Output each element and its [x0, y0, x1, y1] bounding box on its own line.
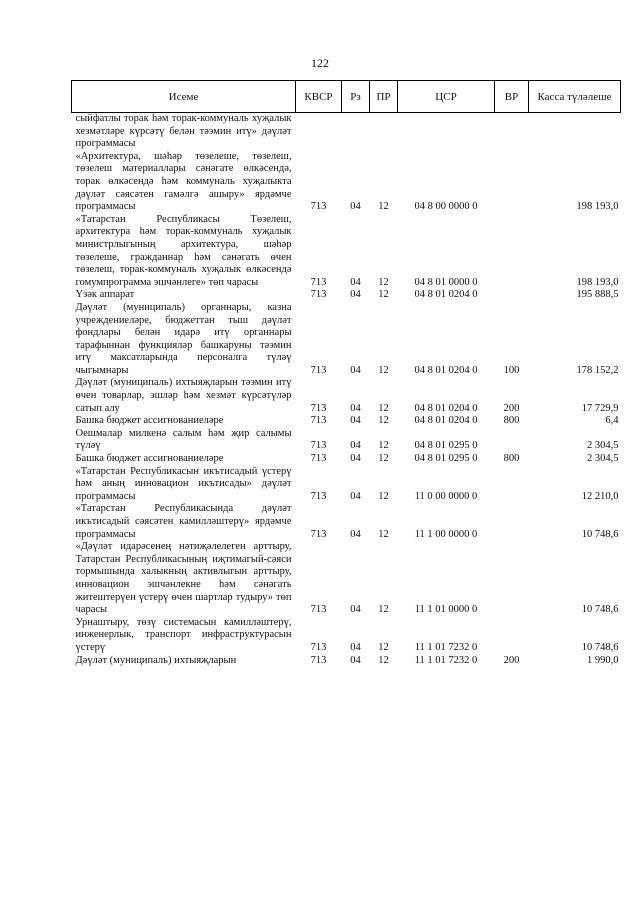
table-row — [72, 113, 621, 151]
row-kvsr: 713 — [310, 276, 327, 288]
row-pr: 12 — [378, 364, 389, 376]
row-rz: 04 — [350, 604, 361, 616]
table-row — [72, 377, 621, 415]
table-row — [72, 214, 621, 290]
row-pr: 12 — [378, 289, 389, 301]
row-rz: 04 — [350, 364, 361, 376]
row-name: Дәүләт (муниципаль) органнары, казна учреждениеләре, бюджеттан тыш дәүләт фондлары белән идарә итү органнары тарафыннан функцияләр башкаруны тәэмин итү максатларында персоналга түләү чыгымнары — [75, 301, 292, 376]
row-vr — [495, 214, 529, 290]
table-row — [72, 302, 621, 378]
row-pr: 12 — [378, 604, 389, 616]
row-sum: 195 888,5 — [576, 289, 619, 301]
table-header-row — [72, 81, 621, 113]
table-row — [72, 151, 621, 214]
header-name: Исеме — [72, 81, 296, 113]
row-rz: 04 — [350, 654, 361, 666]
table-row — [72, 617, 621, 655]
row-sum: 10 748,6 — [581, 641, 619, 653]
row-sum: 10 748,6 — [581, 528, 619, 540]
row-rz: 04 — [350, 528, 361, 540]
row-name: «Татарстан Республикасын икътисадый үстерү һәм аның инновацион икътисады» дәүләт программасы — [75, 465, 292, 502]
row-kvsr: 713 — [310, 528, 327, 540]
row-kvsr: 713 — [310, 201, 327, 213]
row-rz: 04 — [350, 440, 361, 452]
row-pr: 12 — [378, 415, 389, 427]
row-vr — [495, 617, 529, 655]
table-row — [72, 655, 621, 668]
row-rz: 04 — [350, 201, 361, 213]
row-vr — [495, 541, 529, 617]
row-name: «Татарстан Республикасында дәүләт икътисадый сәясәтен камилләштерү» ярдәмче программасы — [75, 503, 292, 540]
row-kvsr: 713 — [310, 402, 327, 414]
row-csr: 11 1 01 7232 0 — [414, 654, 478, 666]
page-number: 122 — [311, 56, 329, 70]
row-csr: 04 8 01 0295 0 — [414, 453, 478, 465]
table-row — [72, 466, 621, 504]
row-csr: 04 8 01 0204 0 — [414, 289, 478, 301]
table-row — [72, 453, 621, 466]
row-vr — [495, 466, 529, 504]
row-pr: 12 — [378, 201, 389, 213]
row-csr: 04 8 01 0295 0 — [414, 440, 478, 452]
header-vr: ВР — [495, 81, 529, 113]
row-pr: 12 — [378, 641, 389, 653]
row-vr: 200 — [503, 654, 520, 666]
header-pr: ПР — [370, 81, 398, 113]
row-vr: 100 — [503, 364, 520, 376]
row-pr: 12 — [378, 654, 389, 666]
row-vr — [495, 289, 529, 302]
row-rz: 04 — [350, 490, 361, 502]
row-sum — [529, 113, 621, 151]
row-rz: 04 — [350, 402, 361, 414]
row-pr: 12 — [378, 276, 389, 288]
row-name: сыйфатлы торак һәм торак-коммуналь хуҗалык хезмәтләре күрсәтү белән тәэмин итү» дәүләт программасы — [75, 113, 292, 150]
row-vr — [495, 113, 529, 151]
header-csr: ЦСР — [398, 81, 495, 113]
row-pr — [370, 113, 398, 151]
row-vr: 800 — [503, 415, 520, 427]
row-csr: 04 8 01 0204 0 — [414, 415, 478, 427]
row-sum: 198 193,0 — [576, 276, 619, 288]
row-name: «Дәүләт идарәсенең нәтиҗәлелеген арттыру, Татарстан Республикасының иҗтимагый-сәяси тормышында халыкның активлыгын арттыру, инновацион эшчәнлекне һәм сәнәгать житештерүен үстерү өчен шартлар тудыру» төп чарасы — [75, 541, 292, 616]
row-rz — [342, 113, 370, 151]
table-row — [72, 503, 621, 541]
row-csr: 04 8 01 0000 0 — [414, 276, 478, 288]
row-sum: 2 304,5 — [587, 453, 619, 465]
row-sum: 10 748,6 — [581, 604, 619, 616]
row-vr: 200 — [503, 402, 520, 414]
row-csr: 11 1 00 0000 0 — [414, 528, 478, 540]
row-name: Оешмалар милкенә салым һәм җир салымы түләү — [75, 427, 292, 452]
row-csr: 11 1 01 7232 0 — [414, 641, 478, 653]
row-sum: 198 193,0 — [576, 201, 619, 213]
row-csr: 11 1 01 0000 0 — [414, 604, 478, 616]
row-sum: 2 304,5 — [587, 440, 619, 452]
row-rz: 04 — [350, 641, 361, 653]
row-rz: 04 — [350, 289, 361, 301]
row-name: Дәүләт (муниципаль) ихтыяҗларын тәэмин итү өчен товарлар, эшләр һәм хезмәт күрсәтүләр сатып алу — [75, 377, 292, 414]
row-pr: 12 — [378, 490, 389, 502]
row-csr — [398, 113, 495, 151]
header-kvsr: КВСР — [296, 81, 342, 113]
row-vr — [495, 503, 529, 541]
row-kvsr: 713 — [310, 440, 327, 452]
row-sum: 6,4 — [605, 415, 619, 427]
row-pr: 12 — [378, 440, 389, 452]
row-kvsr: 713 — [310, 641, 327, 653]
row-rz: 04 — [350, 415, 361, 427]
row-pr: 12 — [378, 402, 389, 414]
header-rz: Рз — [342, 81, 370, 113]
table-row — [72, 428, 621, 453]
row-name: Үзәк аппарат — [75, 289, 135, 301]
header-sum: Касса түләлеше — [529, 81, 621, 113]
row-csr: 11 0 00 0000 0 — [414, 490, 478, 502]
budget-table — [71, 80, 621, 667]
row-kvsr: 713 — [310, 654, 327, 666]
row-kvsr: 713 — [310, 453, 327, 465]
row-vr: 800 — [503, 453, 520, 465]
row-vr — [495, 428, 529, 453]
row-kvsr — [296, 113, 342, 151]
row-name: «Архитектура, шәһәр төзелеше, төзелеш, төзелеш материаллары сәнәгате өлкәсендә, торак өлкәсендә һәм коммуналь хуҗалыкта дәүләт сәясәтен гамәлгә ашыру» ярдәмче программасы — [75, 150, 292, 213]
row-name: «Татарстан Республикасы Төзелеш, архитектура һәм торак-коммуналь хуҗалык министрлыгының архитектура, шәһәр төзелеше, гражданнар һәм сәнәгать өчен төзелеш, торак-коммуналь хуҗалык өлкәсендә гомумпрограмма эшчәнлеге» төп чарасы — [75, 213, 292, 288]
row-csr: 04 8 01 0204 0 — [414, 364, 478, 376]
row-kvsr: 713 — [310, 289, 327, 301]
table-row — [72, 415, 621, 428]
row-rz: 04 — [350, 276, 361, 288]
table-row — [72, 541, 621, 617]
row-kvsr: 713 — [310, 490, 327, 502]
row-kvsr: 713 — [310, 604, 327, 616]
row-sum: 17 729,9 — [581, 402, 619, 414]
row-sum: 178 152,2 — [576, 364, 619, 376]
row-sum: 1 990,0 — [587, 654, 619, 666]
row-name: Башка бюджет ассигнованиеләре — [75, 415, 224, 427]
row-name: Дәүләт (муниципаль) ихтыяҗларын — [75, 654, 237, 666]
table-row — [72, 289, 621, 302]
row-name: Урнаштыру, төзү системасын камилләштерү, инженерлык, транспорт инфраструктурасын үстерү — [75, 616, 292, 653]
row-csr: 04 8 00 0000 0 — [414, 201, 478, 213]
row-kvsr: 713 — [310, 415, 327, 427]
row-name: Башка бюджет ассигнованиеләре — [75, 453, 224, 465]
row-csr: 04 8 01 0204 0 — [414, 402, 478, 414]
row-vr — [495, 151, 529, 214]
row-rz: 04 — [350, 453, 361, 465]
row-pr: 12 — [378, 453, 389, 465]
row-kvsr: 713 — [310, 364, 327, 376]
row-sum: 12 210,0 — [581, 490, 619, 502]
row-pr: 12 — [378, 528, 389, 540]
